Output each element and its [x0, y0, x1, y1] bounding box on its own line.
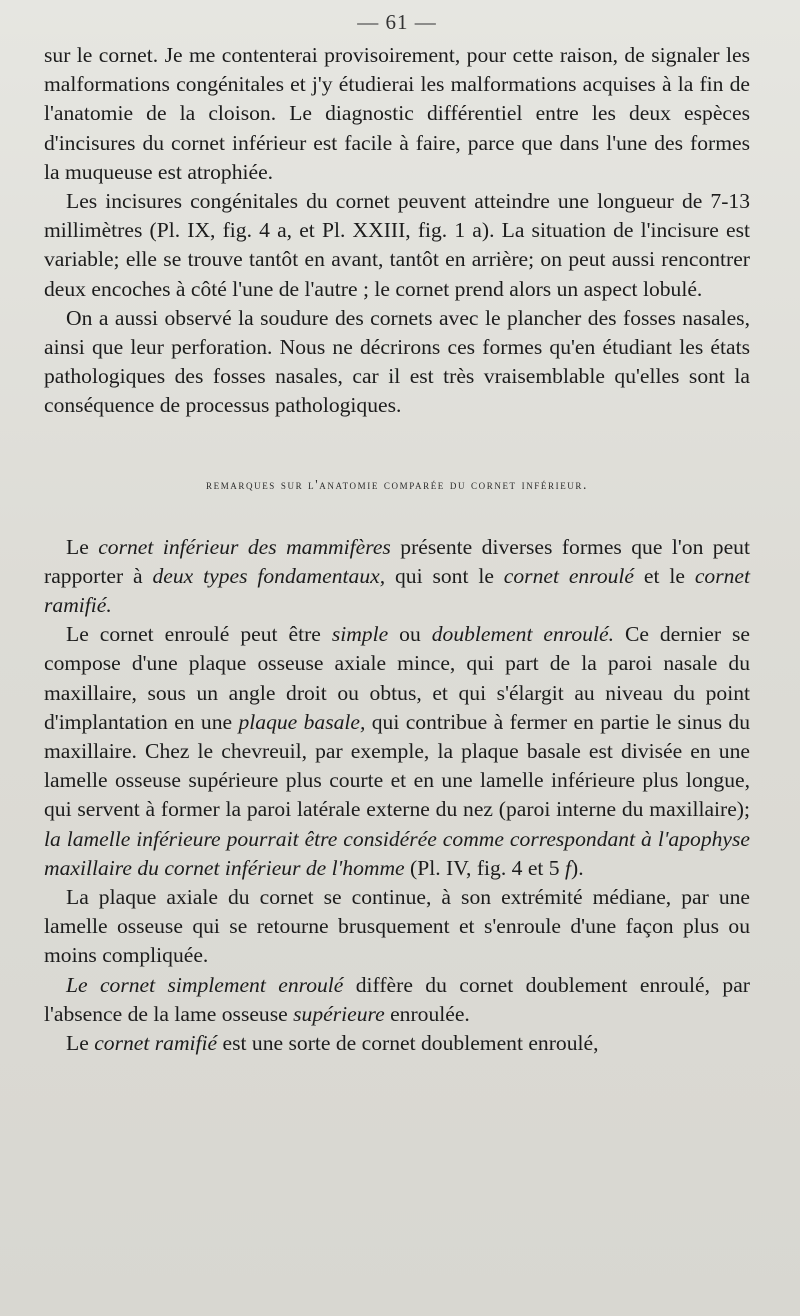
paragraph-mammiferes [44, 533, 750, 621]
text-run: présente diverses formes que l'on peut rapporter à [44, 534, 750, 588]
italic-run: la lamelle inférieure pourrait être considérée comme correspondant à l'apophyse maxillaire du cornet inférieur de l'homme [44, 826, 750, 880]
text-run: Le [66, 534, 99, 559]
page-number: — 61 — [357, 10, 437, 34]
text-run: Le cornet enroulé peut être [66, 622, 332, 647]
text-run: et le [634, 563, 695, 588]
paragraph-continued: sur le cornet. Je me contenterai provisoirement, pour cette raison, de signaler les malformations congénitales et j'y étudierai les malformations acquises à la fin de l'anatomie de la cloison. Le diagnostic différentiel entre les deux espèces d'incisures du cornet inférieur est facile à faire, parce que dans l'une des formes la muqueuse est atrophiée. [44, 43, 750, 184]
text-run: Le [66, 1031, 95, 1056]
text-run: est une sorte de cornet doublement enroulé, [217, 1031, 599, 1056]
section-heading: remarques sur l'anatomie comparée du cornet inférieur. [206, 476, 588, 492]
italic-run: supérieure [293, 1001, 385, 1026]
paragraph-cornet-ramifie [44, 1029, 750, 1058]
text-run: Ce dernier se compose d'une plaque osseuse axiale mince, qui part de la paroi nasale du maxillaire, sous un angle droit ou obtus, et qui s'élargit au niveau du point d'implantation en une [44, 622, 750, 734]
italic-run: deux types fondamentaux, [152, 563, 386, 588]
paragraph-soudure: On a aussi observé la soudure des cornets avec le plancher des fosses nasales, ainsi que leur perforation. Nous ne décrirons ces formes qu'en étudiant les états pathologiques des fosses nasales, car il est très vraisemblable qu'elles sont la conséquence de processus pathologiques. [44, 305, 750, 418]
italic-run: doublement enroulé. [431, 622, 614, 647]
text-run: ). [571, 855, 584, 880]
text-run: ou [388, 622, 432, 647]
text-run: qui contribue à fermer en partie le sinus du maxillaire. Chez le chevreuil, par exemple, la plaque basale est divisée en une lamelle osseuse supérieure plus courte et en une lamelle inférieure plus longue, qui servent à former la paroi latérale externe du nez (paroi interne du maxillaire); [44, 709, 751, 822]
paragraph-plaque-axiale: La plaque axiale du cornet se continue, à son extrémité médiane, par une lamelle osseuse qui se retourne brusquement et s'enroule d'une façon plus ou moins compliquée. [44, 885, 750, 968]
paragraph-cornet-enroule [44, 620, 750, 883]
italic-run: simple [331, 622, 389, 647]
text-run: diffère du cornet doublement enroulé, par l'absence de la lame osseuse [44, 972, 750, 1026]
italic-run: cornet enroulé [503, 563, 635, 588]
italic-run: Le cornet simplement enroulé [66, 972, 344, 997]
italic-run: cornet inférieur des mammifères [98, 534, 391, 559]
italic-run: plaque basale, [238, 709, 366, 734]
text-run: qui sont le [385, 563, 504, 588]
paragraph-simplement-enroule [44, 971, 750, 1029]
italic-run: cornet ramifié. [44, 563, 750, 618]
italic-run: cornet ramifié [94, 1031, 218, 1056]
text-run: (Pl. IV, fig. 4 et 5 [404, 855, 566, 880]
italic-run: f [565, 855, 572, 880]
paragraph-incisures: Les incisures congénitales du cornet peuvent atteindre une longueur de 7-13 millimètres (Pl. IX, fig. 4 a, et Pl. XXIII, fig. 1 a). La situation de l'incisure est variable; elle se trouve tantôt en avant, tantôt en arrière; on peut aussi rencontrer deux encoches à côté l'une de l'autre ; le cornet prend alors un aspect lobulé. [44, 189, 750, 301]
text-run: enroulée. [384, 1001, 470, 1026]
